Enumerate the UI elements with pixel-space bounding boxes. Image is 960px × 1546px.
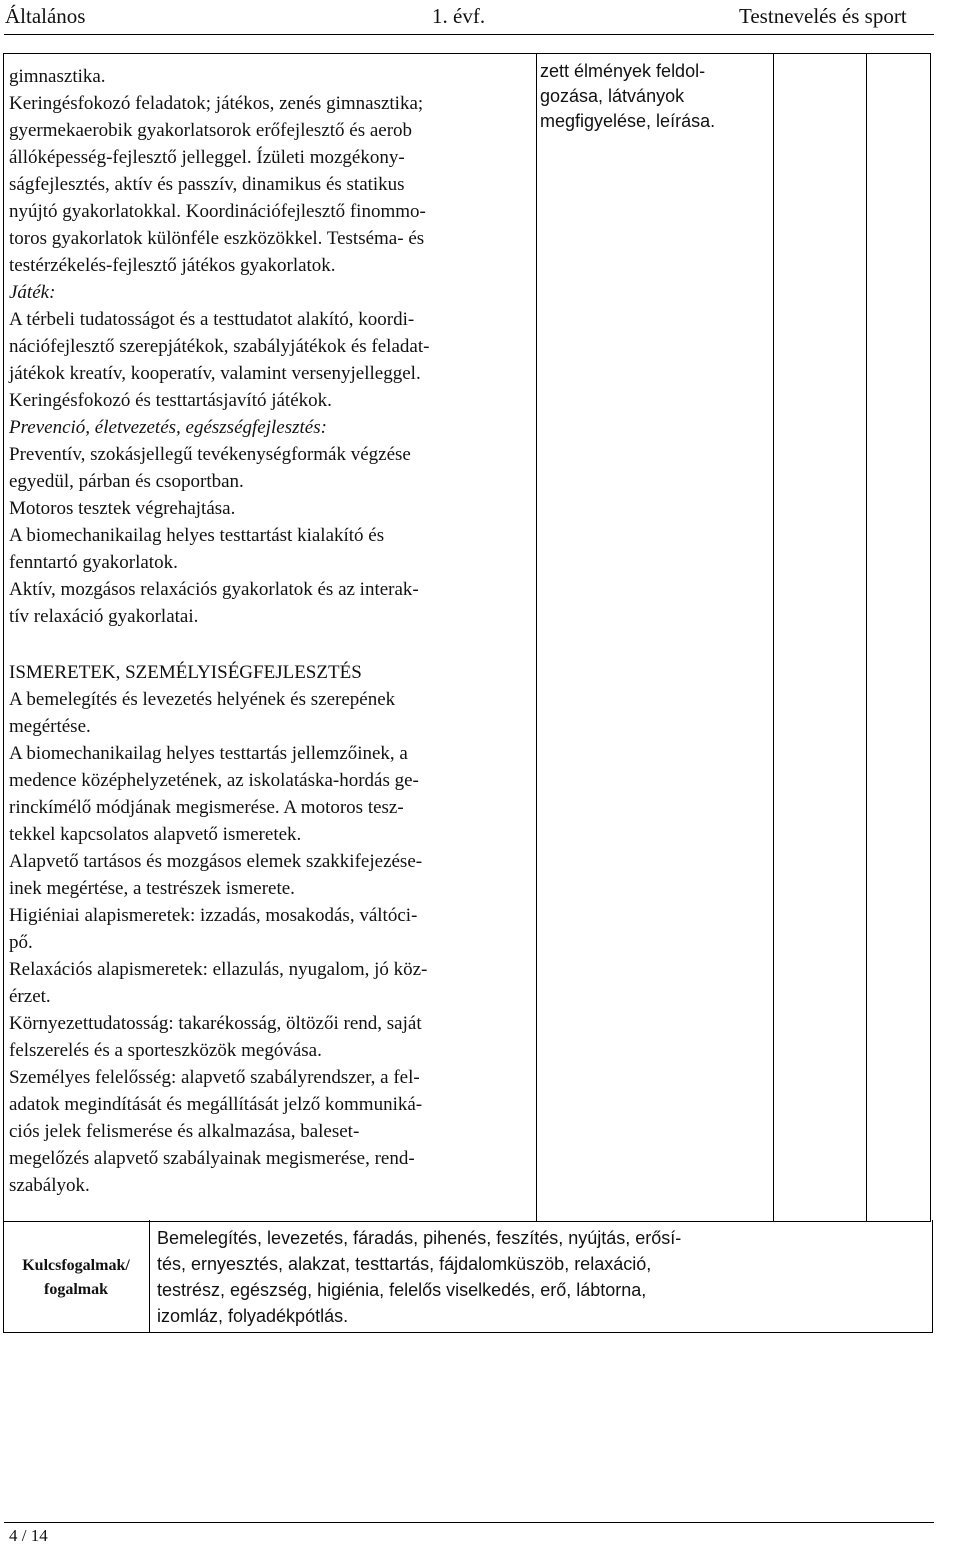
text-line: Preventív, szokásjellegű tevékenységformák végzése xyxy=(9,444,411,465)
development-column xyxy=(540,59,760,134)
text-line: Környezettudatosság: takarékosság, öltözői rend, saját xyxy=(9,1013,422,1034)
keywords-text xyxy=(157,1225,777,1329)
text-line: gimnasztika. xyxy=(9,66,106,87)
text-line: A biomechanikailag helyes testtartást kialakító és xyxy=(9,525,385,546)
text-line: Személyes felelősség: alapvető szabályrendszer, a fel- xyxy=(9,1067,420,1088)
text-line: zett élmények feldol- xyxy=(540,61,706,81)
header-rule xyxy=(4,34,934,35)
footer-rule xyxy=(4,1522,934,1523)
text-line: tekkel kapcsolatos alapvető ismeretek. xyxy=(9,824,302,845)
text-line: ciós jelek felismerése és alkalmazása, baleset- xyxy=(9,1121,360,1142)
text-line: Motoros tesztek végrehajtása. xyxy=(9,498,236,519)
text-line: testérzékelés-fejlesztő játékos gyakorlatok. xyxy=(9,255,336,276)
header-left: Általános xyxy=(5,4,86,28)
text-line: medence középhelyzetének, az iskolatáska-hordás ge- xyxy=(9,770,419,791)
text-line: felszerelés és a sporteszközök megóvása. xyxy=(9,1040,322,1061)
text-line: állóképesség-fejlesztő jelleggel. Ízületi mozgékony- xyxy=(9,147,405,168)
text-line: gyermekaerobik gyakorlatsorok erőfejlesztő és aerob xyxy=(9,120,413,141)
text-line: Higiéniai alapismeretek: izzadás, mosakodás, váltóci- xyxy=(9,905,418,926)
text-line: megfigyelése, leírása. xyxy=(540,111,716,131)
keywords-line: testrész, egészség, higiénia, felelős viselkedés, erő, lábtorna, xyxy=(157,1280,647,1300)
text-line: megelőzés alapvető szabályainak megismerése, rend- xyxy=(9,1148,415,1169)
text-line: tív relaxáció gyakorlatai. xyxy=(9,606,199,627)
text-line: nációfejlesztő szerepjátékok, szabályjátékok és feladat- xyxy=(9,336,430,357)
text-line: Keringésfokozó és testtartásjavító játékok. xyxy=(9,390,332,411)
text-line: fenntartó gyakorlatok. xyxy=(9,552,178,573)
text-line: érzet. xyxy=(9,986,51,1007)
keywords-line: tés, ernyesztés, alakzat, testtartás, fájdalomküszöb, relaxáció, xyxy=(157,1254,652,1274)
text-line: pő. xyxy=(9,932,33,953)
page-header xyxy=(0,4,960,34)
text-line: játékok kreatív, kooperatív, valamint versenyjelleggel. xyxy=(9,363,421,384)
text-line: A biomechanikailag helyes testtartás jellemzőinek, a xyxy=(9,743,408,764)
text-line: Aktív, mozgásos relaxációs gyakorlatok és az interak- xyxy=(9,579,419,600)
text-line: A térbeli tudatosságot és a testtudatot alakító, koordi- xyxy=(9,309,415,330)
page-number: 4 / 14 xyxy=(9,1526,48,1545)
activities-column xyxy=(9,63,529,1199)
text-line: rinckímélő módjának megismerése. A motoros tesz- xyxy=(9,797,404,818)
section-heading: Játék: xyxy=(9,282,56,303)
text-line: ságfejlesztés, aktív és passzív, dinamikus és statikus xyxy=(9,174,405,195)
text-line: Relaxációs alapismeretek: ellazulás, nyugalom, jó köz- xyxy=(9,959,428,980)
section-heading: Prevenció, életvezetés, egészségfejlesztés: xyxy=(9,417,327,438)
text-line: szabályok. xyxy=(9,1175,90,1196)
paragraph-gap xyxy=(9,630,529,659)
text-line: toros gyakorlatok különféle eszközökkel. Testséma- és xyxy=(9,228,425,249)
keywords-line: izomláz, folyadékpótlás. xyxy=(157,1306,349,1326)
text-line: Alapvető tartásos és mozgásos elemek szakkifejezése- xyxy=(9,851,423,872)
keywords-row xyxy=(3,1220,933,1333)
text-line: A bemelegítés és levezetés helyének és szerepének xyxy=(9,689,396,710)
text-line: egyedül, párban és csoportban. xyxy=(9,471,244,492)
content-table-row xyxy=(3,53,931,1222)
header-right: Testnevelés és sport xyxy=(739,4,907,28)
text-line: megértése. xyxy=(9,716,91,737)
text-line: inek megértése, a testrészek ismerete. xyxy=(9,878,295,899)
keywords-line: Bemelegítés, levezetés, fáradás, pihenés, feszítés, nyújtás, erősí- xyxy=(157,1228,682,1248)
text-line: ISMERETEK, SZEMÉLYISÉGFEJLESZTÉS xyxy=(9,662,362,683)
text-line: adatok megindítását és megállítását jelző kommuniká- xyxy=(9,1094,423,1115)
text-line: nyújtó gyakorlatokkal. Koordinációfejlesztő finommo- xyxy=(9,201,426,222)
header-center: 1. évf. xyxy=(432,4,486,28)
text-line: Keringésfokozó feladatok; játékos, zenés gimnasztika; xyxy=(9,93,424,114)
text-line: gozása, látványok xyxy=(540,86,685,106)
keywords-label: Kulcsfogalmak/ fogalmak xyxy=(22,1257,130,1298)
